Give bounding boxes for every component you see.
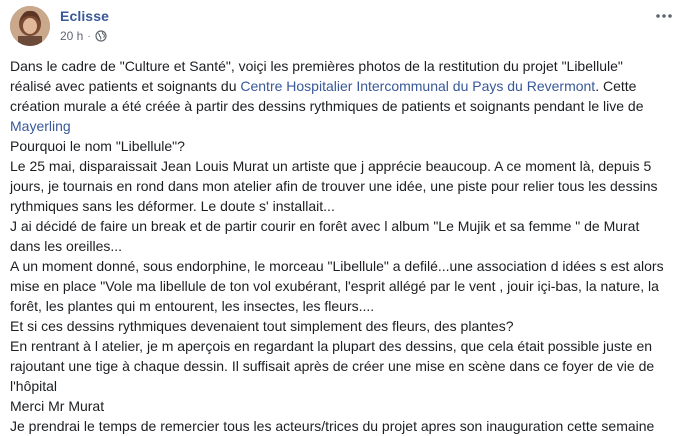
post-line: Je prendrai le temps de remercier tous les acteurs/trices du projet apres son inauguration cette semaine: [10, 418, 655, 434]
mayerling-link[interactable]: Mayerling: [10, 118, 71, 134]
post-line: J ai décidé de faire un break et de partir courir en forêt avec l album "Le Mujik et sa femme " de Murat: [10, 218, 640, 234]
post-line: A un moment donné, sous endorphine, le morceau "Libellule" a defilé...une association d idées s est alors: [10, 258, 664, 274]
globe-icon[interactable]: [95, 30, 107, 42]
post-line: Dans le cadre de "Culture et Santé", voiçi les premières photos de la restitution du projet "Libellule": [10, 58, 623, 74]
post-line: [10, 76, 680, 96]
author-name[interactable]: Eclisse: [60, 8, 109, 24]
meta-separator: ·: [87, 30, 91, 42]
more-options-icon[interactable]: [652, 6, 676, 26]
post-line: Et si ces dessins rythmiques devenaient tout simplement des fleurs, des plantes?: [10, 318, 514, 334]
post-line: l'hôpital: [10, 378, 58, 394]
post-timestamp[interactable]: 20 h: [60, 29, 84, 43]
post-line: Merci Mr Murat: [10, 398, 105, 414]
post-body: [10, 56, 680, 436]
post-text: . Cette: [595, 78, 637, 94]
post-meta: [60, 29, 107, 43]
post-line: création murale a été créée à partir des dessins rythmiques de patients et soignants pendant le live de: [10, 98, 644, 114]
post-line: Le 25 mai, disparaissait Jean Louis Murat un artiste que j apprécie beaucoup. A ce moment là, depuis 5: [10, 158, 652, 174]
post-text: réalisé avec patients et soignants du: [10, 78, 241, 94]
post-line: dans les oreilles...: [10, 238, 123, 254]
post-line: mise en place "Vole ma libellule de ton vol exubérant, l'esprit allégé par le vent , jouir içi-bas, la nature, la: [10, 278, 659, 294]
avatar[interactable]: [10, 6, 50, 46]
post-line: En rentrant à l atelier, je m aperçois en regardant la plupart des dessins, que cela était possible juste en: [10, 338, 653, 354]
post-line: forêt, les plantes qui m entourent, les insectes, les fleurs....: [10, 298, 375, 314]
post-line: rajoutant une tige à chaque dessin. Il suffisait après de créer une mise en scène dans ce foyer de vie de: [10, 358, 655, 374]
post-line: rythmiques sans les déformer. Le doute s' installait...: [10, 198, 335, 214]
post-line: Pourquoi le nom "Libellule"?: [10, 138, 185, 154]
post-line: jours, je tournais en rond dans mon atelier afin de trouver une idée, une piste pour relier tous les dessins: [10, 178, 658, 194]
hospital-link[interactable]: Centre Hospitalier Intercommunal du Pays du Revermont: [240, 78, 596, 94]
post-header: [10, 6, 676, 48]
post-line: [10, 116, 680, 136]
avatar-image: [10, 6, 50, 46]
